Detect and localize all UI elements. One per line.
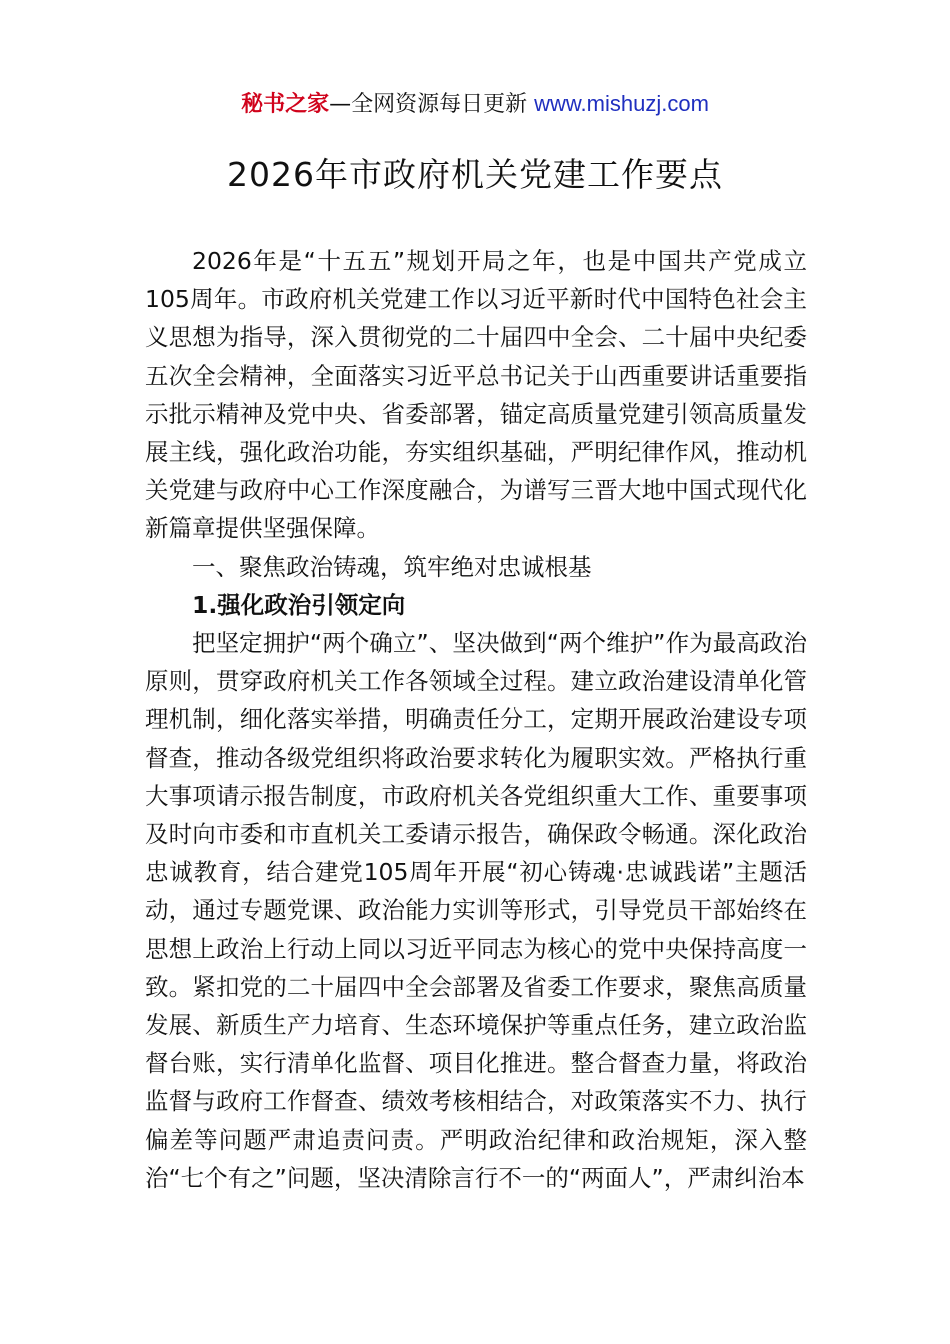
intro-paragraph: 2026年是“十五五”规划开局之年，也是中国共产党成立105周年。市政府机关党建工作以习近平新时代中国特色社会主义思想为指导，深入贯彻党的二十届四中全会、二十届中央纪委五次全会精神，全面落实习近平总书记关于山西重要讲话重要指示批示精神及党中央、省委部署，锚定高质量党建引领高质量发展主线，强化政治功能，夯实组织基础，严明纪律作风，推动机关党建与政府中心工作深度融合，为谱写三晋大地中国式现代化新篇章提供坚强保障。 [145, 247, 807, 543]
site-url-link[interactable]: www.mishuzj.com [534, 91, 709, 116]
document-body [145, 242, 807, 1197]
site-tagline: —全网资源每日更新 [329, 92, 535, 117]
site-name: 秘书之家 [241, 92, 330, 117]
section-heading: 一、聚焦政治铸魂，筑牢绝对忠诚根基 [192, 552, 592, 581]
site-header [0, 88, 950, 121]
document-title: 2026年市政府机关党建工作要点 [227, 155, 723, 194]
subsection-paragraph: 把坚定拥护“两个确立”、坚决做到“两个维护”作为最高政治原则，贯穿政府机关工作各领域全过程。建立政治建设清单化管理机制，细化落实举措，明确责任分工，定期开展政治建设专项督查，推动各级党组织将政治要求转化为履职实效。严格执行重大事项请示报告制度，市政府机关各党组织重大工作、重要事项及时向市委和市直机关工委请示报告，确保政令畅通。深化政治忠诚教育，结合建党105周年开展“初心铸魂·忠诚践诺”主题活动，通过专题党课、政治能力实训等形式，引导党员干部始终在思想上政治上行动上同以习近平同志为核心的党中央保持高度一致。紧扣党的二十届四中全会部署及省委工作要求，聚焦高质量发展、新质生产力培育、生态环境保护等重点任务，建立政治监督台账，实行清单化监督、项目化推进。整合督查力量，将政治监督与政府工作督查、绩效考核相结合，对政策落实不力、执行偏差等问题严肃追责问责。严明政治纪律和政治规矩，深入整治“七个有之”问题，坚决清除言行不一的“两面人”，严肃纠治本 [145, 629, 807, 1192]
subsection-heading: 1.强化政治引领定向 [192, 590, 406, 619]
